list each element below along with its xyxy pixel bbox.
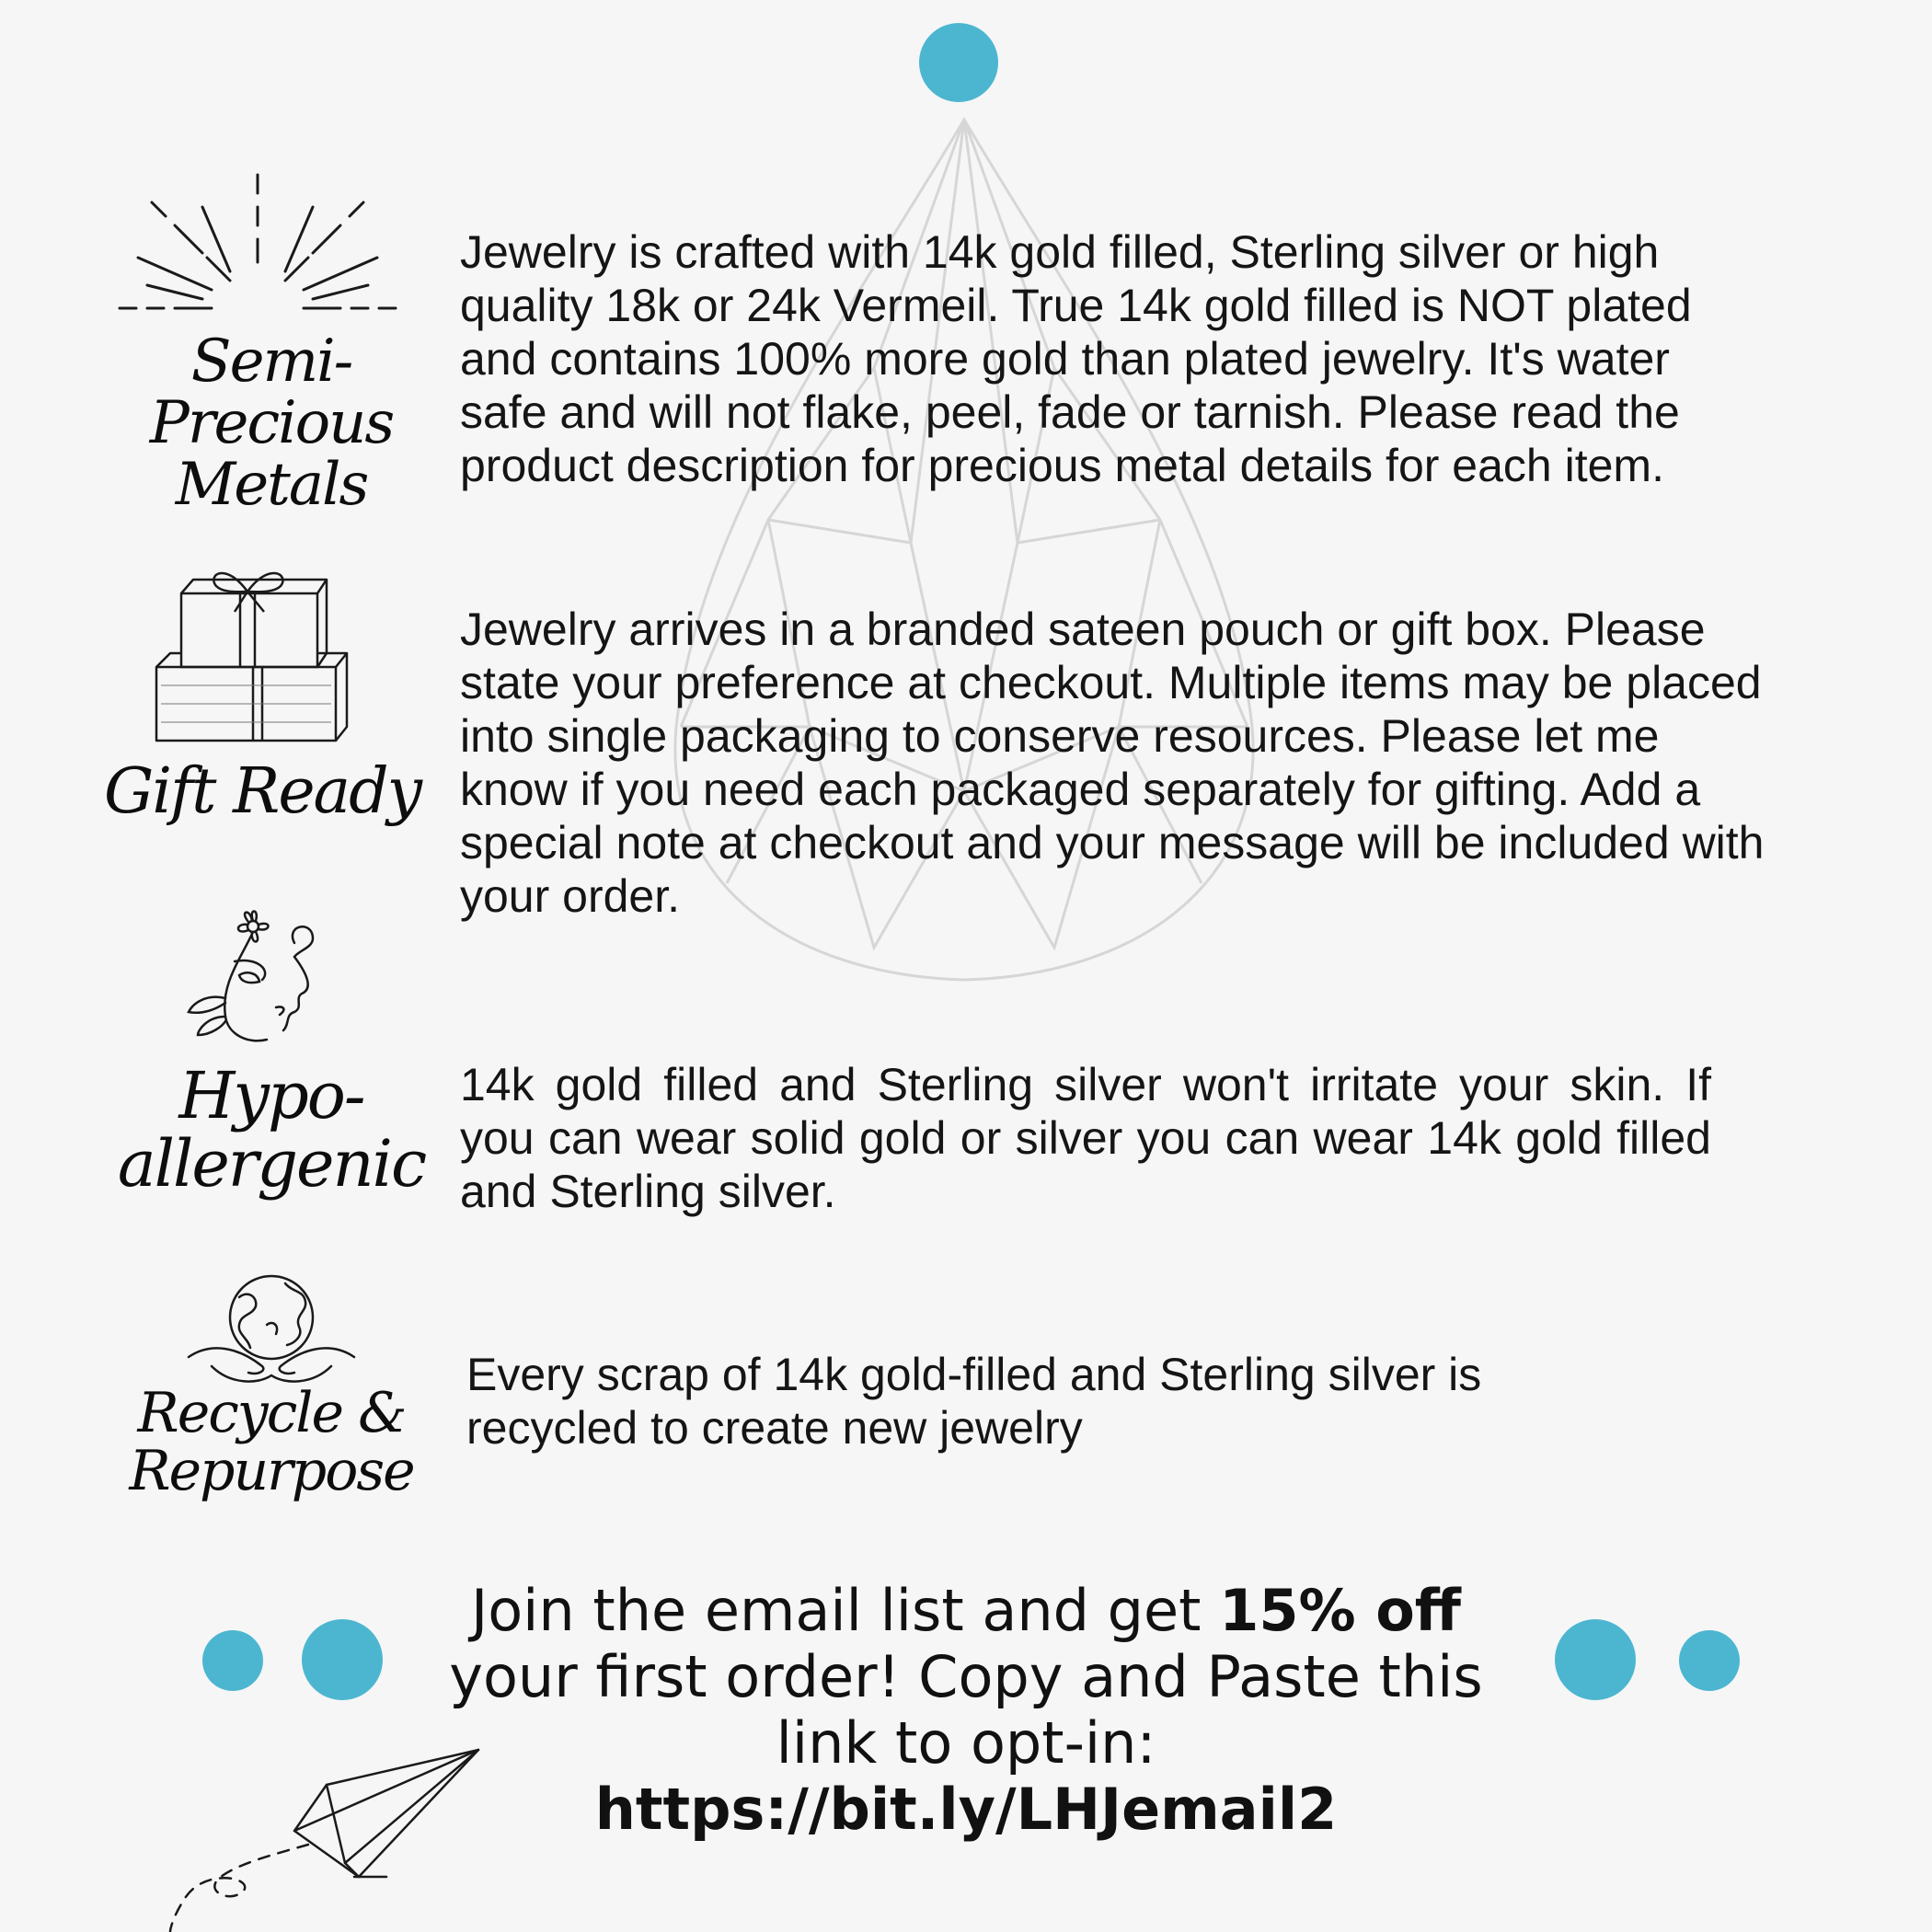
hands-holding-globe-icon bbox=[184, 1270, 359, 1389]
feature-label-recycle bbox=[110, 1381, 432, 1503]
decorative-dot-right-small bbox=[1679, 1630, 1740, 1691]
feature-text-hypoallergenic: 14k gold filled and Sterling silver won't irritate your skin. If you can wear solid gold or silver you can wear 14k gold filled and Sterling silver. bbox=[460, 1059, 1711, 1217]
feature-label-line: Hypo- bbox=[178, 1058, 364, 1133]
decorative-dot-left-large bbox=[302, 1619, 383, 1700]
sunburst-icon bbox=[110, 170, 405, 327]
feature-label-line: Semi-Precious bbox=[149, 328, 394, 458]
feature-label-line: Metals bbox=[175, 451, 368, 520]
feature-label-line: Recycle & bbox=[137, 1381, 406, 1445]
feature-label-line: Repurpose bbox=[129, 1439, 414, 1503]
face-flower-line-art-icon bbox=[184, 906, 331, 1053]
feature-label-hypoallergenic bbox=[101, 1058, 442, 1202]
feature-text-gift: Jewelry arrives in a branded sateen pouch or gift box. Please state your preference at checkout. Multiple items may be placed into single packaging to conserve resources. Please let me know if you need each packaged separately for gifting. Add a special note at checkout and your message will be included with your order. bbox=[460, 604, 1765, 922]
feature-label-line: Gift Ready bbox=[103, 755, 421, 828]
paper-airplane-icon bbox=[166, 1739, 497, 1932]
email-signup-callout bbox=[405, 1578, 1527, 1843]
gift-boxes-icon bbox=[152, 566, 350, 745]
feature-label-gift bbox=[92, 755, 432, 828]
feature-label-metals bbox=[101, 328, 442, 520]
decorative-dot-left-small bbox=[202, 1630, 263, 1691]
decorative-dot-right-large bbox=[1555, 1619, 1636, 1700]
cta-discount: 15% off bbox=[1219, 1577, 1462, 1644]
feature-label-line: allergenic bbox=[117, 1125, 426, 1202]
feature-text-metals: Jewelry is crafted with 14k gold filled, Sterling silver or high quality 18k or 24k Vermeil. True 14k gold filled is NOT plated and contains 100% more gold than plated jewelry. It's water safe and will not flake, peel, fade or tarnish. Please read the product description for precious metal details for each item. bbox=[460, 226, 1692, 491]
decorative-dot-top bbox=[919, 23, 998, 102]
cta-text: your first order! Copy and Paste this link to opt-in: bbox=[449, 1643, 1483, 1777]
cta-text: Join the email list and get bbox=[470, 1577, 1220, 1644]
signup-link[interactable]: https://bit.ly/LHJemail2 bbox=[594, 1776, 1338, 1843]
feature-text-recycle: Every scrap of 14k gold-filled and Sterling silver is recycled to create new jewelry bbox=[466, 1349, 1482, 1454]
